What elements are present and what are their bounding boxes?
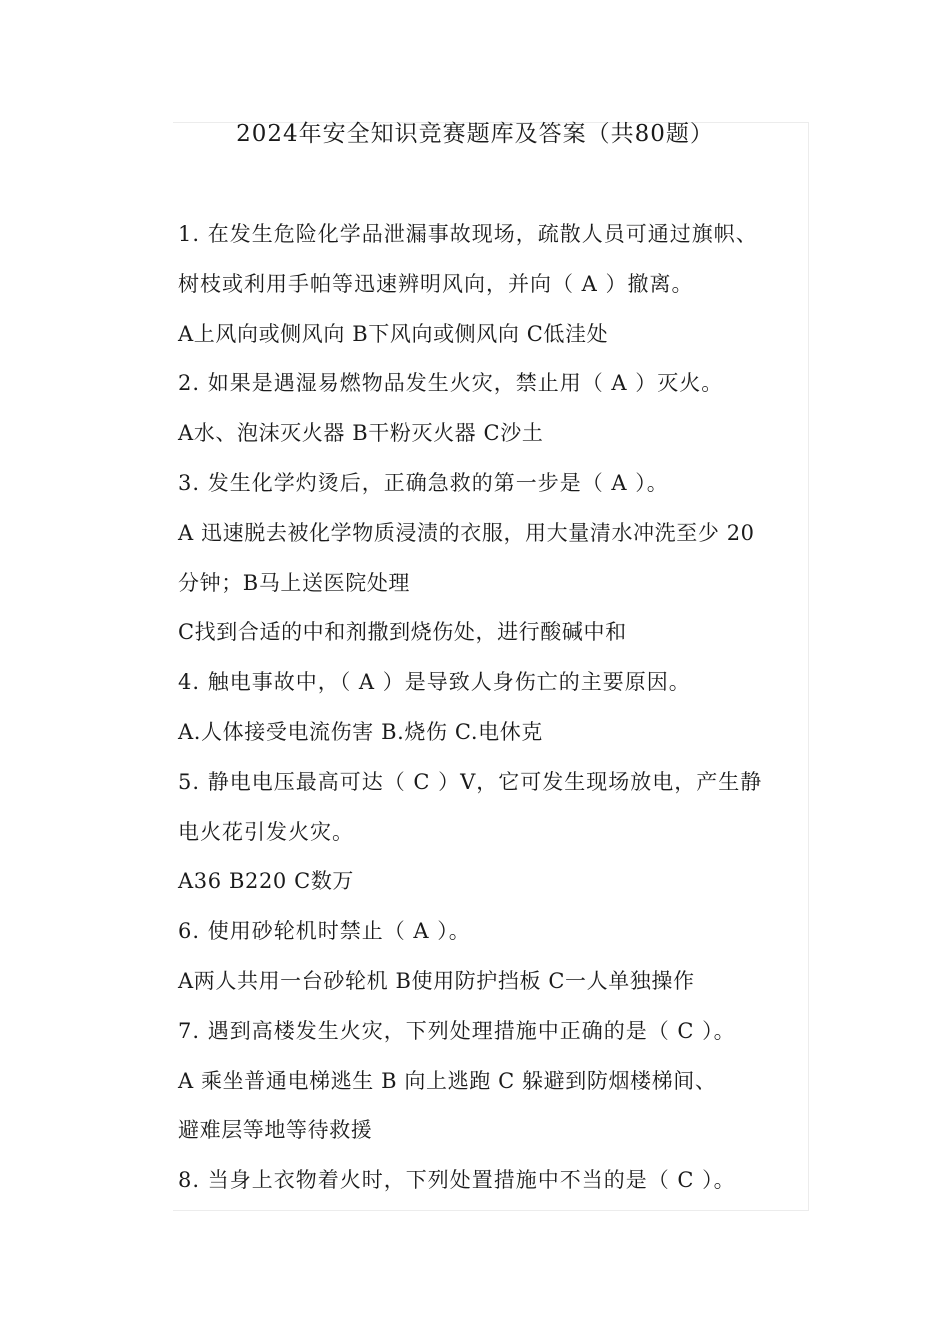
option-text-line: 分钟；B马上送医院处理 — [178, 570, 411, 595]
option-text-line: A上风向或侧风向 B下风向或侧风向 C低洼处 — [178, 321, 609, 346]
question-text-line: 1. 在发生危险化学品泄漏事故现场，疏散人员可通过旗帜、 — [178, 222, 758, 246]
option-text-line: A两人共用一台砂轮机 B使用防护挡板 C一人单独操作 — [178, 969, 695, 993]
option-text-line: A36 B220 C数万 — [178, 869, 355, 894]
question-text-line: 8. 当身上衣物着火时，下列处置措施中不当的是（ C ）。 — [178, 1168, 736, 1193]
question-text-line: 6. 使用砂轮机时禁止（ A ）。 — [178, 919, 471, 944]
option-text-line: 避难层等地等待救援 — [178, 1118, 373, 1143]
option-text-line: C找到合适的中和剂撒到烧伤处，进行酸碱中和 — [178, 620, 627, 645]
option-text-line: A 迅速脱去被化学物质浸渍的衣服，用大量清水冲洗至少 20 — [178, 520, 755, 545]
question-text-line: 树枝或利用手帕等迅速辨明风向，并向（ A ）撤离。 — [178, 271, 694, 296]
document-title: 2024年安全知识竞赛题库及答案（共80题） — [236, 121, 714, 147]
option-text-line: A 乘坐普通电梯逃生 B 向上逃跑 C 躲避到防烟楼梯间、 — [178, 1068, 717, 1093]
question-text-line: 3. 发生化学灼烫后，正确急救的第一步是（ A ）。 — [178, 471, 669, 495]
question-text-line: 4. 触电事故中，（ A ）是导致人身伤亡的主要原因。 — [178, 670, 691, 695]
option-text-line: A.人体接受电流伤害 B.烧伤 C.电休克 — [178, 720, 543, 744]
question-text-line: 7. 遇到高楼发生火灾，下列处理措施中正确的是（ C ）。 — [178, 1018, 736, 1043]
question-text-line: 2. 如果是遇湿易燃物品发生火灾，禁止用（ A ）灭火。 — [178, 371, 724, 396]
question-text-line: 5. 静电电压最高可达（ C ）V，它可发生现场放电，产生静 — [178, 769, 763, 794]
question-text-line: 电火花引发火灾。 — [178, 819, 354, 844]
option-text-line: A水、泡沫灭火器 B干粉灭火器 C沙土 — [178, 421, 544, 446]
